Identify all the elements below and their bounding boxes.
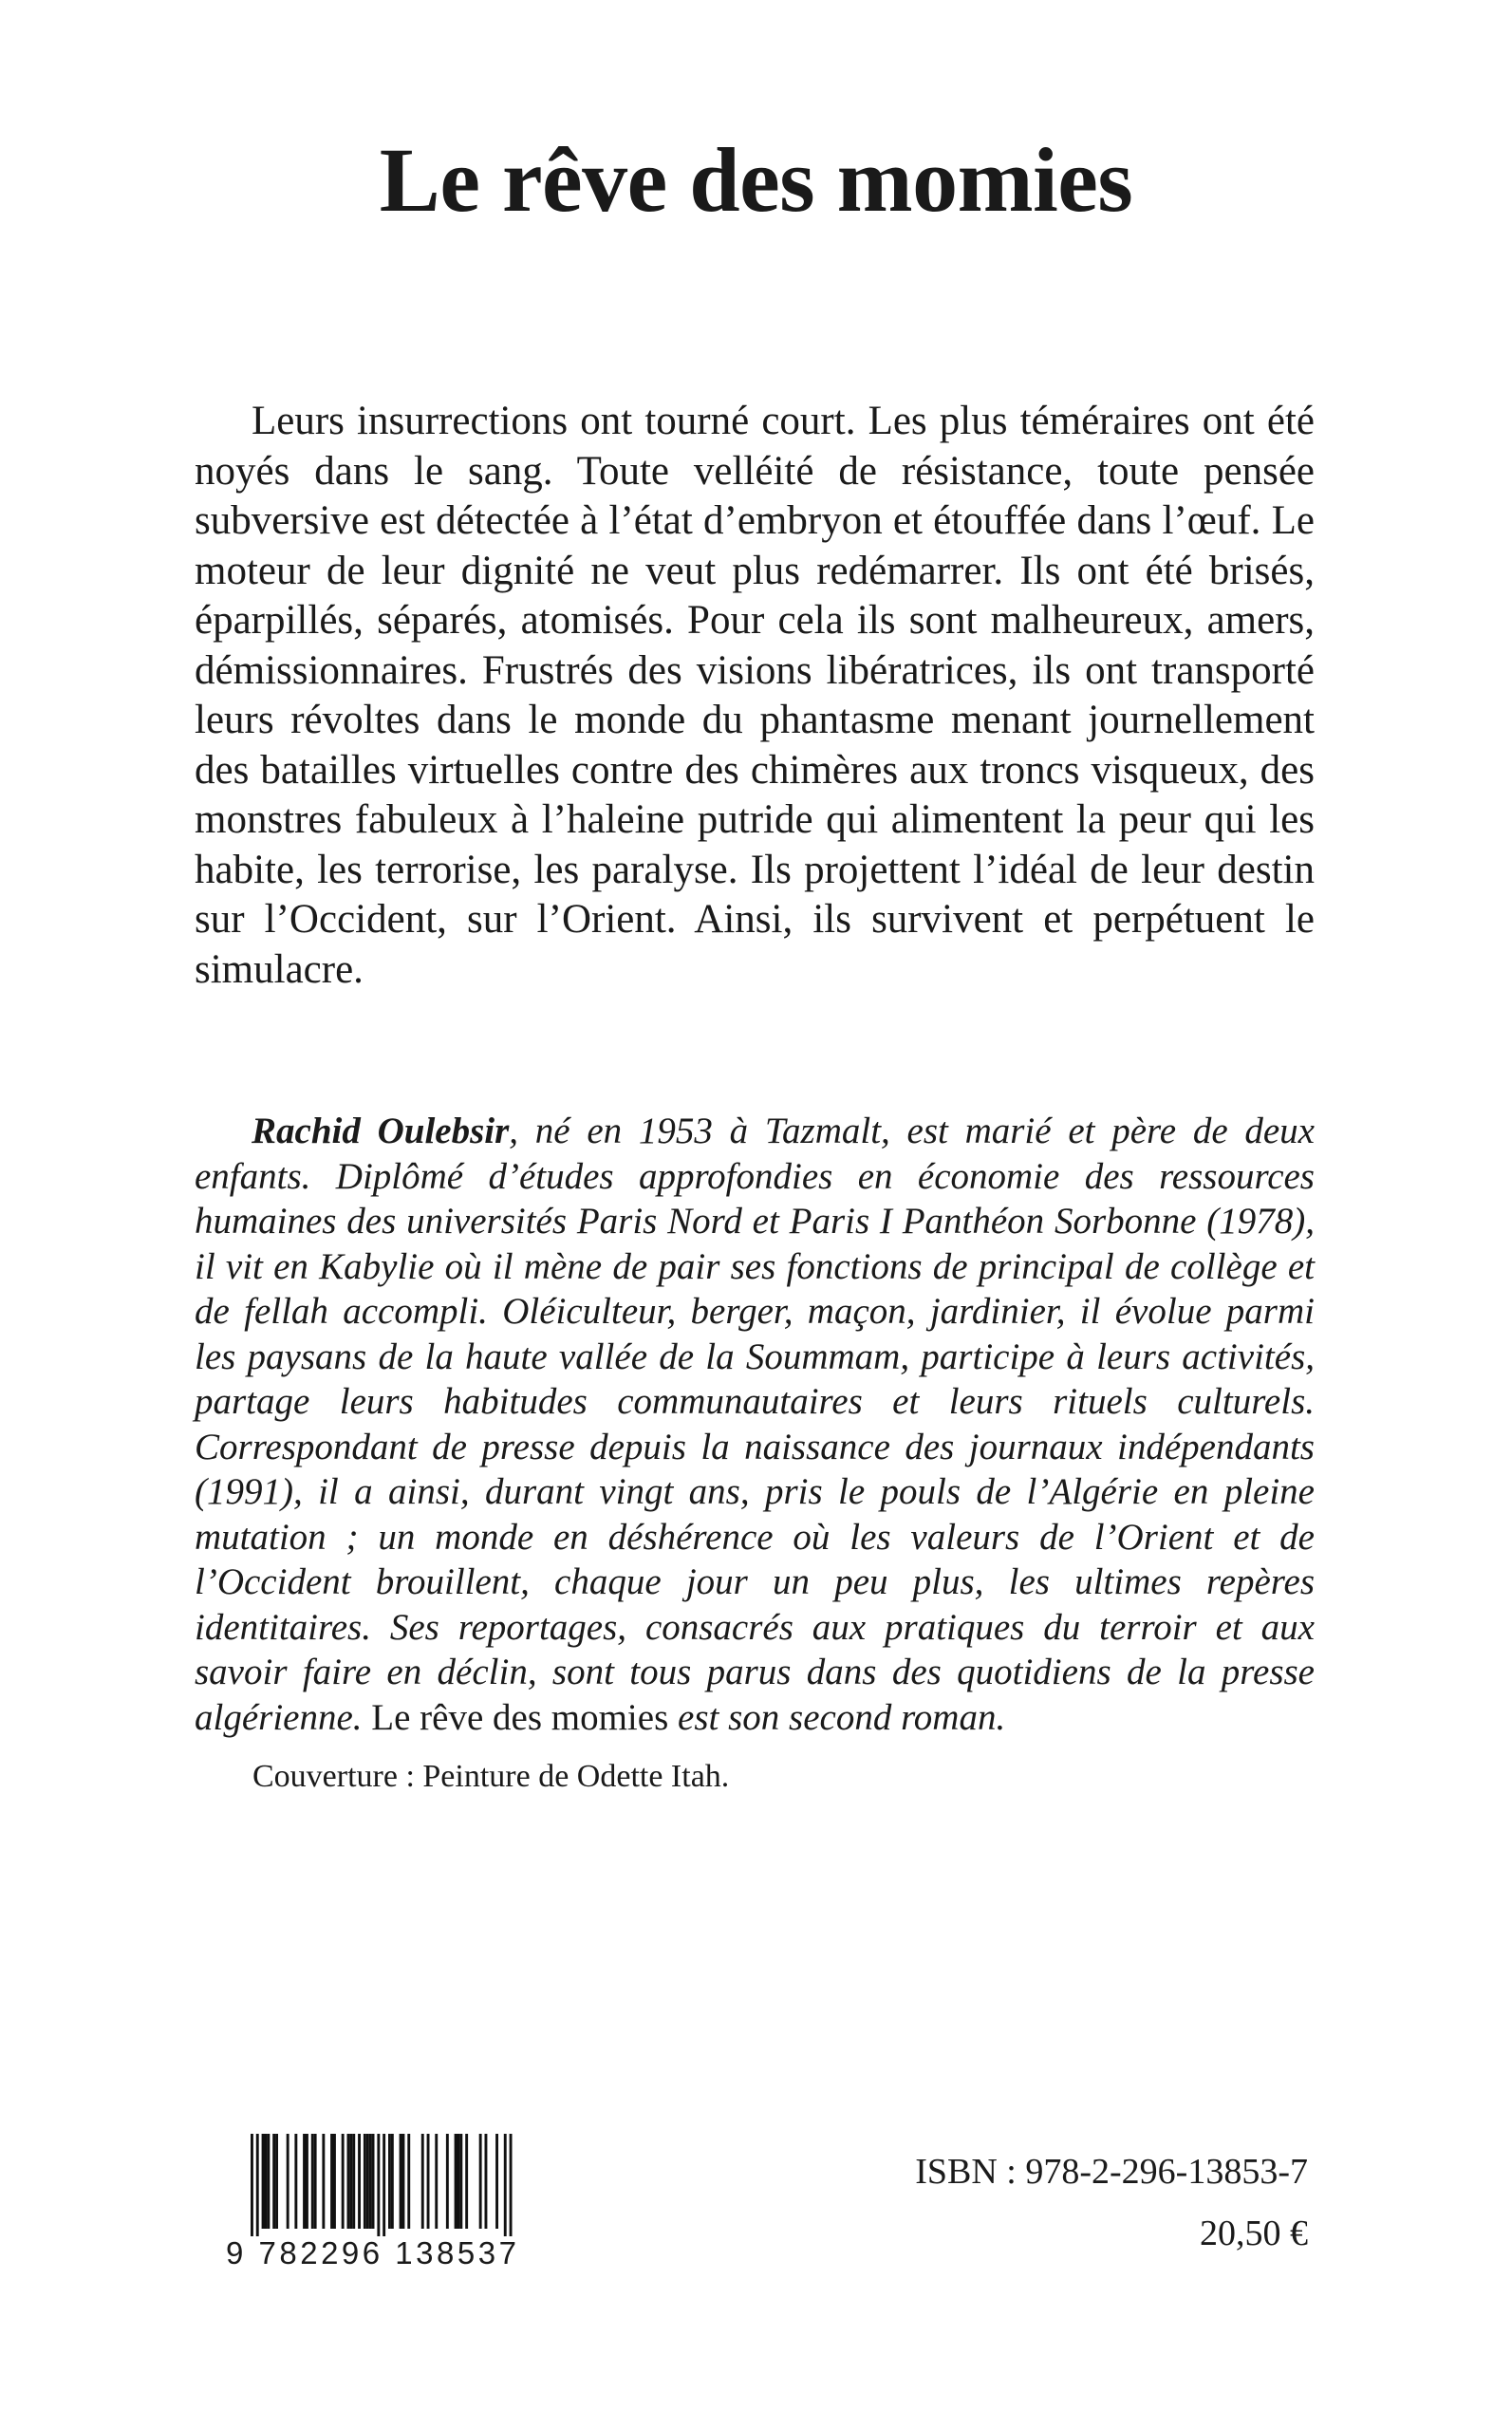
barcode-bar [485,2134,488,2229]
barcode-bar [342,2134,345,2229]
barcode-bar [322,2134,325,2229]
barcode-bar [504,2134,507,2236]
author-name: Rachid Oulebsir [252,1111,510,1151]
barcode-bar [402,2134,405,2229]
barcode-bar [352,2134,355,2229]
barcode-bar [267,2134,270,2229]
barcode-bar [347,2134,350,2229]
barcode-bar [391,2134,394,2229]
barcode-bar [377,2134,380,2236]
barcode-bar [251,2134,253,2236]
barcode-bar [421,2134,424,2229]
barcode-bar [479,2134,482,2229]
barcode-bar [358,2134,361,2229]
barcode [226,2134,532,2276]
barcode-bar [446,2134,449,2229]
book-title: Le rêve des momies [379,129,1133,231]
barcode-bar [510,2134,513,2236]
barcode-bar [383,2134,385,2236]
barcode-bar [303,2134,306,2229]
barcode-bar [372,2134,375,2229]
barcode-bar [435,2134,438,2229]
barcode-bar [275,2134,278,2229]
barcode-bar [306,2134,308,2229]
barcode-bar [287,2134,289,2229]
barcode-bar [294,2134,297,2229]
barcode-bar [366,2134,369,2229]
barcode-bar [311,2134,314,2229]
barcode-bar [369,2134,372,2229]
barcode-bar [459,2134,462,2229]
barcode-bar [465,2134,468,2229]
barcode-bar [349,2134,352,2229]
author-bio-text: , né en 1953 à Tazmalt, est marié et père de deux enfants. Diplômé d’études approfondies en économie des ressources humaines des universités Paris Nord et Paris I Panthéon Sorbonne (1978), il vit en Kabylie où il mène de pair ses fonctions de principal de collège et de fellah accompli. Oléiculteur, berger, maçon, jardinier, il évolue parmi les paysans de la haute vallée de la Soummam, participe à leurs activités, partage leurs habitudes communautaires et leurs rituels culturels. Correspondant de presse depuis la naissance des journaux indépendants (1991), il a ainsi, durant vingt ans, pris le pouls de l’Algérie en pleine mutation ; un monde en déshérence où les valeurs de l’Orient et de l’Occident brouillent, chaque jour un peu plus, les ultimes repères identitaires. Ses reportages, consacrés aux pratiques du terroir et aux savoir faire en déclin, sont tous parus dans des quotidiens de la presse algérienne. [195,1111,1315,1738]
barcode-bar [265,2134,268,2229]
book-title-reference: Le rêve des momies [371,1696,669,1738]
barcode-bars [226,2134,532,2236]
price: 20,50 € [1200,2214,1308,2253]
cover-credit: Couverture : Peinture de Odette Itah. [252,1759,730,1794]
barcode-digits: 9 782296 138537 [226,2235,520,2270]
barcode-bar [457,2134,460,2229]
barcode-bar [400,2134,402,2229]
barcode-bar [314,2134,317,2229]
barcode-bar [364,2134,366,2229]
barcode-bar [330,2134,333,2229]
barcode-bar [455,2134,457,2229]
author-bio-ending: est son second roman. [668,1696,1006,1738]
barcode-bar [272,2134,275,2229]
synopsis-paragraph: Leurs insurrections ont tourné court. Les plus téméraires ont été noyés dans le sang. Toute velléité de résistance, toute pensée subversive est détectée à l’état d’embryon et étouffée dans l’œuf. Le moteur de leur dignité ne veut plus redémarrer. Ils ont été brisés, éparpillés, séparés, atomisés. Pour cela ils sont malheureux, amers, démissionnaires. Frustrés des visions libératrices, ils ont transporté leurs révoltes dans le monde du phantasme menant journellement des batailles virtuelles contre des chimères aux troncs visqueux, des monstres fabuleux à l’haleine putride qui alimentent la peur qui les habite, les terrorise, les paralyse. Ils projettent l’idéal de leur destin sur l’Occident, sur l’Orient. Ainsi, ils survivent et perpétuent le simulacre. [195,399,1315,992]
barcode-bar [333,2134,336,2229]
barcode-bar [388,2134,391,2229]
barcode-bar [407,2134,410,2229]
barcode-bar [427,2134,430,2229]
isbn: ISBN : 978-2-296-13853-7 [915,2152,1308,2192]
barcode-bar [495,2134,498,2229]
barcode-bar [256,2134,259,2236]
barcode-bar [262,2134,265,2229]
author-bio-paragraph [195,1109,1315,1740]
